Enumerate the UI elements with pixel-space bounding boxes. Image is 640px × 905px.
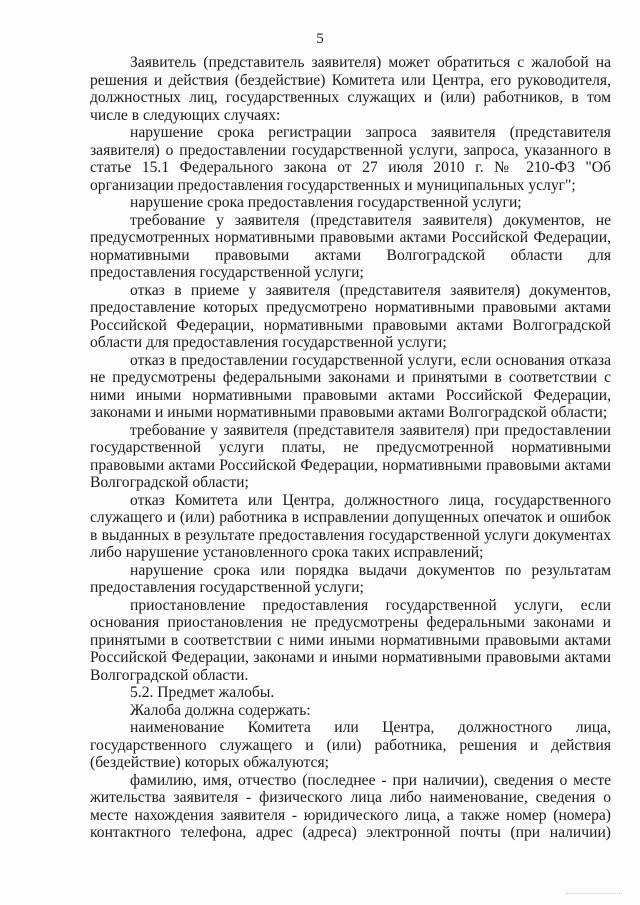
page-number: 5 xyxy=(316,31,324,47)
paragraph-suspension: приостановление предоставления государственной услуги, если основания приостановления не предусмотрены федеральными законами и принятыми в соответствии с ними иными нормативными правовыми актами Российской Федерации, законами и иными нормативными правовыми актами Волгоградской области. xyxy=(90,596,611,684)
document-body xyxy=(90,54,611,842)
paragraph-deadline-violation: нарушение срока предоставления государственной услуги; xyxy=(130,194,522,211)
paragraph-registration-violation: нарушение срока регистрации запроса заявителя (представителя заявителя) о предоставлении государственной услуги, запроса, указанного в статье 15.1 Федерального закона от 27 июля 2010 г. № 210-ФЗ "Об организации предоставления государственных и муниципальных услуг"; xyxy=(90,124,611,194)
paragraph-fee-demand: требование у заявителя (представителя заявителя) при предоставлении государственной услуги платы, не предусмотренной нормативными правовыми актами Российской Федерации, нормативными правовыми актами Волгоградской области; xyxy=(90,421,611,491)
paragraph-correction-refusal: отказ Комитета или Центра, должностного лица, государственного служащего и (или) работника в исправлении допущенных опечаток и ошибок в выданных в результате предоставления государственной услуги документах либо нарушение установленного срока таких исправлений; xyxy=(90,491,611,561)
paragraph-complaint-contents: Жалоба должна содержать: xyxy=(130,701,311,719)
paragraph-intro: Заявитель (представитель заявителя) может обратиться с жалобой на решения и действия (бездействие) Комитета или Центра, его руководителя, должностных лиц, государственных служащих и (или) работников, в том числе в следующих случаях: xyxy=(90,54,611,124)
paragraph-service-refusal: отказ в предоставлении государственной услуги, если основания отказа не предусмотрены федеральными законами и принятыми в соответствии с ними иными нормативными правовыми актами Российской Федерации, законами и иными нормативными правовыми актами Волгоградской области; xyxy=(90,351,611,421)
paragraph-authority-name: наименование Комитета или Центра, должностного лица, государственного служащего и (или) работника, решения и действия (бездействие) которых обжалуются; xyxy=(90,719,611,771)
paragraph-document-demand: требование у заявителя (представителя заявителя) документов, не предусмотренных нормативными правовыми актами Российской Федерации, нормативными правовыми актами Волгоградской области для предоставления государственной услуги; xyxy=(90,211,611,281)
paragraph-issuance-violation: нарушение срока или порядка выдачи документов по результатам предоставления государственной услуги; xyxy=(90,561,611,596)
section-heading-complaint-subject: 5.2. Предмет жалобы. xyxy=(130,684,275,701)
scan-mark xyxy=(566,887,622,894)
paragraph-applicant-details: фамилию, имя, отчество (последнее - при наличии), сведения о месте жительства заявителя - физического лица либо наименование, сведения о месте нахождения заявителя - юридического лица, а также номер (номера) контактного телефона, адрес (адреса) электронной почты (при наличии) xyxy=(90,771,611,841)
paragraph-acceptance-refusal: отказ в приеме у заявителя (представителя заявителя) документов, предоставление которых предусмотрено нормативными правовыми актами Российской Федерации, нормативными правовыми актами Волгоградской области для предоставления государственной услуги; xyxy=(90,281,611,351)
